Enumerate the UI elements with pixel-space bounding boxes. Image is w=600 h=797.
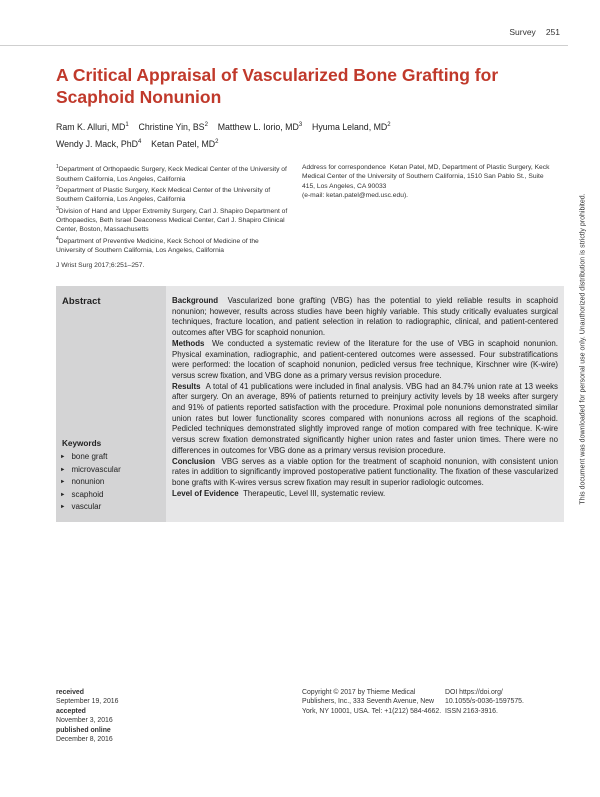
journal-reference: J Wrist Surg 2017;6:251–257. [56, 262, 145, 269]
copyright-notice: Copyright © 2017 by Thieme Medical Publishers, Inc., 333 Seventh Avenue, New York, NY 10001, USA. Tel: +1(212) 584-4662. [302, 689, 442, 715]
correspondence-text: Ketan Patel, MD, Department of Plastic Surgery, Keck Medical Center of the University of Southern California, 1510 San Pablo St., Suite 415, Los Angeles, CA 90033 [302, 164, 550, 190]
abstract-section: Methods We conducted a systematic review of the literature for the use of VBG in scaphoid nonunion. Physical examination, radiographic, and patient-centered outcomes were assessed. Four substratifications were performed: the location of scaphoid nonunion, pedicled versus free technique, Kirschner wire (K-wire) versus screw fixation, and VBG done as a primary versus revision procedure. [172, 338, 559, 380]
received-date: September 19, 2016 [56, 698, 119, 706]
author: Hyuma Leland, $MD^2$ [311, 121, 391, 132]
article-dates [56, 688, 118, 744]
doi-line[interactable]: DOI https://doi.org/ [445, 689, 503, 696]
correspondence-email: (e-mail: ketan.patel@med.usc.edu). [302, 191, 409, 199]
page-number: 251 [545, 27, 560, 37]
keyword: ► scaphoid [60, 489, 121, 502]
doi-info [445, 688, 565, 716]
keywords-label: Keywords [62, 439, 102, 448]
issn-line: ISSN 2163-3916. [445, 707, 498, 715]
abstract-text [172, 296, 558, 499]
affiliations [56, 163, 288, 256]
author: Wendy J. Mack, PhD$^4$ [56, 138, 142, 149]
author: Christine Yin, $BS^2$ [138, 121, 208, 132]
accepted-date: November 3, 2016 [56, 717, 113, 725]
author: Ketan Patel, $MD^2$ [151, 138, 219, 149]
keyword: ► microvascular [60, 464, 121, 477]
published-label: published online [56, 726, 111, 734]
keyword: ► bone graft [60, 451, 121, 464]
abstract-section: Level of Evidence Therapeutic, Level III, systematic review. [172, 488, 386, 498]
correspondence-label: Address for correspondence [302, 164, 387, 171]
side-notice [578, 134, 588, 564]
header-rule [0, 45, 568, 46]
side-notice-text: This document was downloaded for personal use only. Unauthorized distribution is strictly prohibited. [579, 193, 587, 505]
abstract-section: Results A total of 41 publications were included in final analysis. VBG had an 84.7% union rate at 13 weeks after surgery. On an average, 89% of patients returned to preinjury activity levels by 18 weeks after surgery and 91% of patients reported satisfaction with the procedure. Proximal pole nonunions demonstrated similar union rates but lower functionality scores compared with nonunions across all regions of the scaphoid. Pedicled techniques demonstrated slightly improved range of motion compared with free technique. K-wire versus screw fixation demonstrated significantly higher union rates and faster union times. There were no differences in outcomes for VBG done as a primary versus revision procedure. [172, 381, 559, 455]
author: Ram K. Alluri, $MD^1$ [56, 121, 129, 132]
abstract-section: Conclusion VBG serves as a viable option for the treatment of scaphoid nonunion, with consistent union rates in addition to significantly improved postoperative patient functionality. The fixation of these vascularized bone grafts with K-wires versus screw fixation may result in superior radiologic outcomes. [172, 456, 558, 487]
doi-line: 10.1055/s-0036-1597575. [445, 698, 524, 706]
article-title: A Critical Appraisal of Vascularized Bone Grafting for Scaphoid Nonunion [56, 65, 499, 107]
received-label: received [56, 689, 84, 696]
keyword: ► vascular [60, 501, 121, 514]
author-list [56, 118, 526, 152]
published-date: December 8, 2016 [56, 736, 113, 744]
affiliation: $^4$Department of Preventive Medicine, Keck School of Medicine of the University of Southern California, Los Angeles, California [56, 235, 259, 255]
abstract-label: Abstract [62, 296, 101, 307]
affiliation: $^3$Division of Hand and Upper Extremity Surgery, Carl J. Shapiro Department of Orthopaedics, Beth Israel Deaconess Medical Center, Carl J. Shapiro Clinical Center, Boston, Massachusetts [56, 205, 288, 234]
author: Matthew L. Iorio, $MD^3$ [217, 121, 303, 132]
affiliation: $^2$Department of Plastic Surgery, Keck Medical Center of the University of Southern California, Los Angeles, California [56, 184, 271, 204]
running-header [509, 27, 560, 37]
abstract-section: Background Vascularized bone grafting (VBG) has the potential to yield reliable results in scaphoid nonunion; however, results across studies have been highly variable. This study critically evaluates surgical techniques, fracture location, and patient selection in relation to radiographic, clinical, and patient-centered outcomes after VBG for scaphoid nonunion. [172, 296, 558, 338]
section-name: Survey [509, 27, 536, 37]
correspondence [302, 163, 552, 200]
affiliation: $^1$Department of Orthopaedic Surgery, Keck Medical Center of the University of Southern California, Los Angeles, California [56, 164, 287, 183]
keywords-list [60, 451, 121, 514]
accepted-label: accepted [56, 707, 86, 715]
keyword: ► nonunion [60, 476, 121, 489]
